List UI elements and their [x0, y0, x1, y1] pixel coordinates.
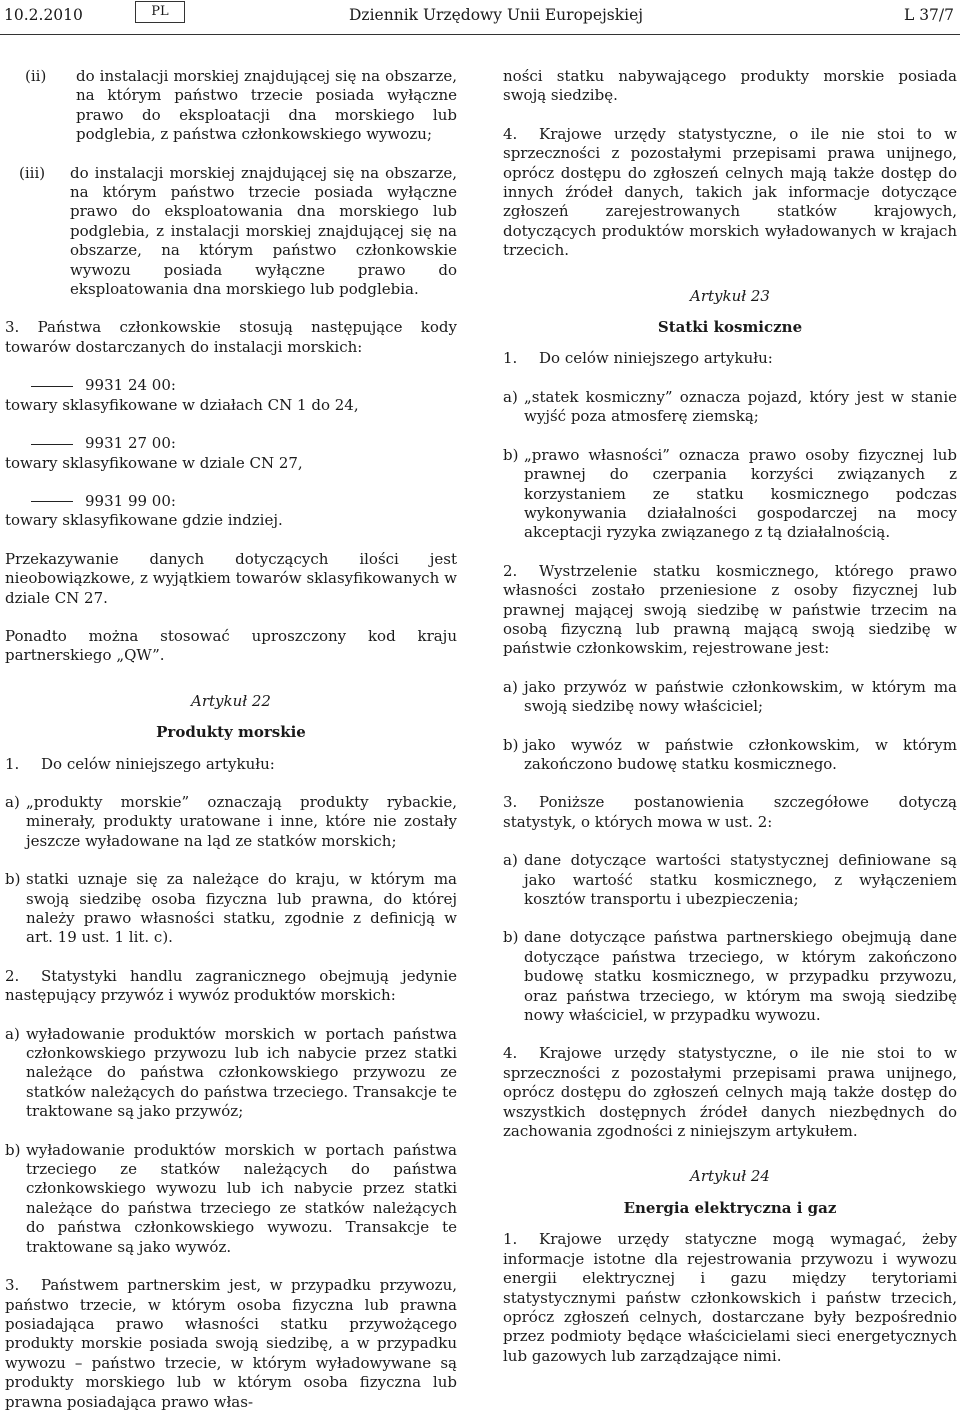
art23-2-a — [503, 678, 957, 717]
code-entry — [5, 376, 457, 415]
art22-paragraph-3 — [5, 1276, 457, 1412]
clause-text: do instalacji morskiej znajdującej się na obszarze, na którym państwo trzecie posiada wyłączne prawo do eksploatowania dna morskiego lub podglebia, z instalacji morskiej znajdującej się na obszarze, na którym państwo członkowskie wywozu posiada wyłączne prawo do eksploatowania dna morskiego lub podglebia. — [70, 163, 457, 299]
paragraph-number: 3. — [5, 318, 20, 337]
dash-mark — [31, 386, 73, 387]
paragraph-transfer: Przekazywanie danych dotyczących ilości jest nieobowiązkowe, z wyjątkiem towarów sklasyfikowanych w dziale CN 27. — [5, 549, 457, 607]
paragraph-text: Do celów niniejszego artykułu: — [41, 754, 275, 773]
article-23-title: Artykuł 23 — [690, 286, 770, 305]
paragraph-text: Krajowe urzędy statystyczne, o ile nie stoi to w sprzeczności z pozostałymi przepisami prawa unijnego, oprócz dostępu do zgłoszeń celnych mają także dostęp do wszystkich dostępnych źródeł danych niezbędnych do zachowania zgodności z niniejszym artykułem. — [503, 1044, 957, 1141]
paragraph-text: Państwem partnerskim jest, w przypadku przywozu, państwo trzecie, w którym osoba fizyczna lub prawna posiadająca prawo własności statku przywożącego produkty morskie posiada swoją siedzibę, a w przypadku wywozu – państwo trzecie, w którym wyładowywane są produkty morskiego lub w którym osoba fizyczna lub prawna posiadająca prawo włas- — [5, 1276, 457, 1411]
item-label: b) — [503, 928, 519, 947]
clause-label: (iii) — [19, 163, 46, 182]
item-text: „produkty morskie” oznaczają produkty rybackie, minerały, produkty uratowane i inne, które nie zostały jeszcze wyładowane na ląd ze statków morskich; — [26, 792, 457, 850]
paragraph-qw: Ponadto można stosować uproszczony kod kraju partnerskiego „QW”. — [5, 626, 457, 665]
paragraph-number: 1. — [503, 1230, 518, 1249]
clause-text: do instalacji morskiej znajdującej się na obszarze, na którym państwo trzecie posiada wyłączne prawo do eksploatacji dna morskiego lub podglebia, z państwa członkowskiego wywozu; — [76, 67, 457, 144]
item-text: dane dotyczące wartości statystycznej definiowane są jako wartość statku kosmicznego, z wyłączeniem kosztów transportu i ubezpieczenia; — [524, 851, 957, 908]
item-label: a) — [503, 387, 518, 406]
art23-paragraph-4 — [503, 1044, 957, 1141]
code-entry — [5, 492, 457, 531]
continued-text: ności statku nabywającego produkty morskie posiada swoją siedzibę. — [503, 67, 957, 105]
art22-paragraph-4 — [503, 125, 957, 261]
item-label: b) — [503, 735, 519, 754]
header-rule — [0, 34, 960, 35]
art23-paragraph-3 — [503, 793, 957, 832]
art23-2-b — [503, 736, 957, 775]
clause-ii — [5, 67, 457, 145]
paragraph-text: Statystyki handlu zagranicznego obejmują jedynie następujący przywóz i wywóz produktów morskich: — [5, 966, 457, 1005]
art22-2-b — [5, 1141, 457, 1257]
paragraph-number: 1. — [5, 754, 20, 773]
item-text: dane dotyczące państwa partnerskiego obejmują dane dotyczące państwa trzeciego, w którym zakończono budowę statku kosmicznego, w przypadku przywozu, oraz państwa trzeciego, w którym ma swoją siedzibę nowy właściciel, w przypadku wywozu. — [524, 928, 957, 1025]
art23-1-b — [503, 446, 957, 543]
code-description: towary sklasyfikowane w dziale CN 27, — [5, 453, 303, 472]
right-column — [503, 67, 957, 1366]
dash-mark — [31, 501, 73, 502]
paragraph-text: Do celów niniejszego artykułu: — [539, 349, 773, 368]
paragraph-number: 2. — [5, 966, 20, 985]
article-22-title: Artykuł 22 — [191, 691, 271, 710]
clause-iii — [5, 164, 457, 300]
art22-1-b — [5, 870, 457, 948]
code-description: towary sklasyfikowane gdzie indziej. — [5, 511, 283, 530]
paragraph-3 — [5, 318, 457, 357]
item-label: a) — [5, 792, 20, 811]
article-24-title: Artykuł 24 — [690, 1167, 770, 1186]
item-text: statki uznaje się za należące do kraju, w którym ma swoją siedzibę osoba fizyczna lub prawna, do której należy prawo własności statku, zgodnie z definicją w art. 19 ust. 1 lit. c). — [26, 870, 457, 947]
art23-1-a — [503, 388, 957, 427]
item-label: a) — [5, 1024, 20, 1043]
paragraph-number: 3. — [503, 793, 518, 812]
item-label: a) — [503, 677, 518, 696]
item-text: jako przywóz w państwie członkowskim, w którym ma swoją siedzibę nowy właściciel; — [524, 677, 957, 716]
item-text: „prawo własności” oznacza prawo osoby fizycznej lub prawnej do czerpania korzyści związanych z korzystaniem ze statku kosmicznego podczas wykonywania działalności gospodarczej na mocy akceptacji ryzyka związanego z tą działalnością. — [524, 445, 957, 542]
code-entry — [5, 434, 457, 473]
art23-paragraph-1 — [503, 349, 957, 368]
art23-3-a — [503, 851, 957, 909]
item-text: jako wywóz w państwie członkowskim, w którym zakończono budowę statku kosmicznego. — [524, 735, 957, 773]
article-22-heading: Produkty morskie — [156, 723, 306, 742]
paragraph-text: Poniższe postanowienia szczegółowe dotyczą statystyk, o których mowa w ust. 2: — [503, 793, 957, 831]
code-number: 9931 27 00: — [85, 434, 176, 453]
left-column — [5, 67, 457, 1412]
art23-paragraph-2 — [503, 562, 957, 659]
code-number: 9931 99 00: — [85, 491, 176, 510]
dash-mark — [31, 444, 73, 445]
paragraph-number: 2. — [503, 561, 518, 580]
language-code-box: PL — [135, 1, 185, 23]
journal-title: Dziennik Urzędowy Unii Europejskiej — [349, 6, 644, 24]
art22-1-a — [5, 793, 457, 851]
item-label: b) — [503, 445, 519, 464]
art22-2-a — [5, 1025, 457, 1122]
art22-paragraph-1 — [5, 755, 457, 774]
item-label: a) — [503, 851, 518, 870]
article-24-heading: Energia elektryczna i gaz — [623, 1198, 837, 1217]
item-text: „statek kosmiczny” oznacza pojazd, który jest w stanie wyjść poza atmosferę ziemską; — [524, 387, 957, 426]
paragraph-text: Wystrzelenie statku kosmicznego, którego prawo własności zostało przeniesione z osoby fizycznej lub prawnej mającej swoją siedzibę w państwie trzecim na osobą fizyczną lub prawną mającą swoją siedzibę w państwie członkowskim, rejestrowane jest: — [503, 561, 957, 658]
item-label: b) — [5, 1140, 21, 1159]
page-header — [0, 0, 960, 36]
item-label: b) — [5, 870, 21, 889]
art23-3-b — [503, 928, 957, 1025]
code-number: 9931 24 00: — [85, 376, 176, 395]
paragraph-text: Krajowe urzędy statystyczne, o ile nie stoi to w sprzeczności z pozostałymi przepisami prawa unijnego, oprócz dostępu do zgłoszeń celnych mają także dostęp do innych źródeł danych, takich jak informacje dotyczące zgłoszeń zarejestrowanych statków krajowych, dotyczących produktów morskich wyładowanych w krajach trzecich. — [503, 124, 957, 260]
item-text: wyładowanie produktów morskich w portach państwa trzeciego ze statków należących do państwa członkowskiego wywozu lub ich nabycie przez statki należące do państwa trzeciego ze statków należących do państwa członkowskiego wywozu. Transakcje te traktowane są jako wywóz. — [26, 1140, 457, 1256]
item-text: wyładowanie produktów morskich w portach państwa członkowskiego przywozu lub ich nabycie przez statki należące do państwa członkowskiego przywozu ze statków należących do państwa trzeciego. Transakcje te traktowane są jako przywóz; — [26, 1024, 457, 1121]
art22-paragraph-2 — [5, 967, 457, 1006]
publication-date: 10.2.2010 — [4, 6, 83, 24]
article-23-heading: Statki kosmiczne — [657, 318, 803, 337]
page-reference: L 37/7 — [903, 6, 954, 24]
clause-label: (ii) — [25, 67, 47, 85]
paragraph-number: 4. — [503, 1044, 518, 1063]
paragraph-text: Państwa członkowskie stosują następujące kody towarów dostarczanych do instalacji morskich: — [5, 318, 457, 356]
paragraph-text: Krajowe urzędy statyczne mogą wymagać, żeby informacje istotne dla rejestrowania przywozu i wywozu energii elektrycznej i gazu między terytoriami statystycznymi państw członkowskich i państw trzecich, oprócz zgłoszeń celnych, dostarczane były bezpośrednio przez podmioty będące właścicielami sieci energetycznych lub gazowych lub zarządzające nimi. — [503, 1230, 957, 1365]
paragraph-number: 4. — [503, 124, 518, 143]
paragraph-number: 1. — [503, 349, 518, 368]
art24-paragraph-1 — [503, 1230, 957, 1366]
code-description: towary sklasyfikowane w działach CN 1 do 24, — [5, 395, 359, 414]
paragraph-number: 3. — [5, 1276, 20, 1295]
